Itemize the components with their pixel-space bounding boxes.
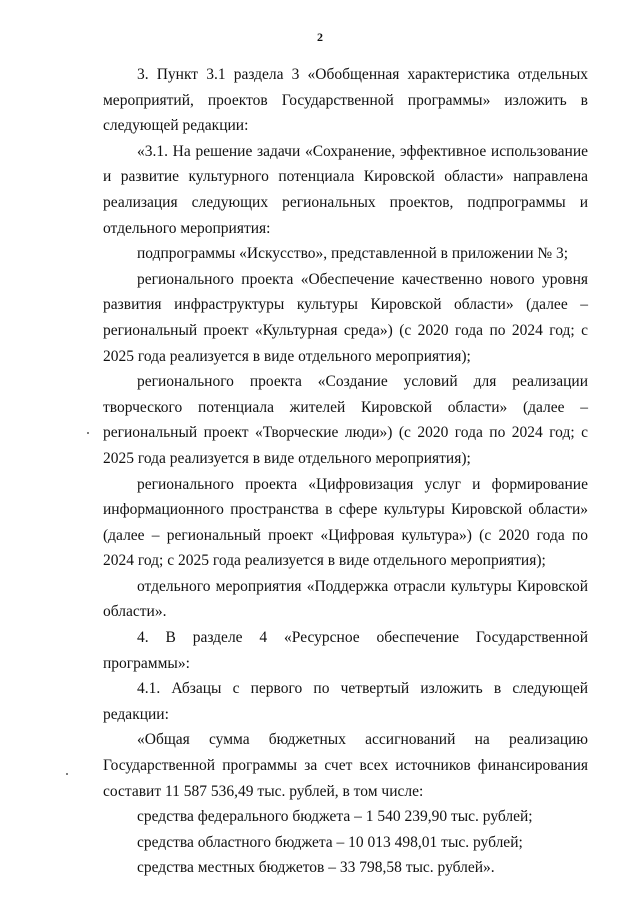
paragraph-subprogram-art: подпрограммы «Искусство», представленной в приложении № 3; bbox=[137, 245, 569, 263]
paragraph-item-4: 4. В разделе 4 «Ресурсное обеспечение Государственной программы»: bbox=[103, 629, 588, 672]
paragraph-item-3: 3. Пункт 3.1 раздела 3 «Обобщенная характеристика отдельных мероприятий, проектов Государственной программы» изложить в следующей редакции: bbox=[103, 66, 588, 135]
document-body bbox=[103, 62, 588, 881]
paragraph-project-creative-people: регионального проекта «Создание условий для реализации творческого потенциала жителей Кировской области» (далее – региональный проект «Творческие люди») (с 2020 года по 2024 год; с 2025 года реализуется в виде отдельного мероприятия); bbox=[103, 373, 588, 467]
paragraph-regional-budget: средства областного бюджета – 10 013 498,01 тыс. рублей; bbox=[137, 833, 523, 851]
paragraph-federal-budget: средства федерального бюджета – 1 540 239,90 тыс. рублей; bbox=[137, 808, 533, 826]
paragraph-total-budget: «Общая сумма бюджетных ассигнований на реализацию Государственной программы за счет всех источников финансирования составит 11 587 536,49 тыс. рублей, в том числе: bbox=[103, 731, 588, 800]
paragraph-item-3-1: «3.1. На решение задачи «Сохранение, эффективное использование и развитие культурного потенциала Кировской области» направлена реализация следующих региональных проектов, подпрограммы и отдельного мероприятия: bbox=[103, 142, 588, 237]
scan-speck bbox=[87, 432, 89, 434]
paragraph-local-budget: средства местных бюджетов – 33 798,58 тыс. рублей». bbox=[137, 859, 495, 877]
page-number: 2 bbox=[317, 30, 323, 44]
paragraph-project-cultural-environment: регионального проекта «Обеспечение качественно нового уровня развития инфраструктуры культуры Кировской области» (далее – региональный проект «Культурная среда») (с 2020 года по 2024 год; с 2025 года реализуется в виде отдельного мероприятия); bbox=[103, 270, 588, 365]
paragraph-project-digital-culture: регионального проекта «Цифровизация услуг и формирование информационного пространства в сфере культуры Кировской области» (далее – региональный проект «Цифровая культура») (с 2020 года по 2024 год; с 2025 года реализуется в виде отдельного мероприятия); bbox=[103, 475, 588, 570]
paragraph-separate-measure: отдельного мероприятия «Поддержка отрасли культуры Кировской области». bbox=[103, 577, 588, 621]
paragraph-item-4-1: 4.1. Абзацы с первого по четвертый изложить в следующей редакции: bbox=[103, 680, 588, 723]
scan-speck bbox=[66, 773, 68, 775]
